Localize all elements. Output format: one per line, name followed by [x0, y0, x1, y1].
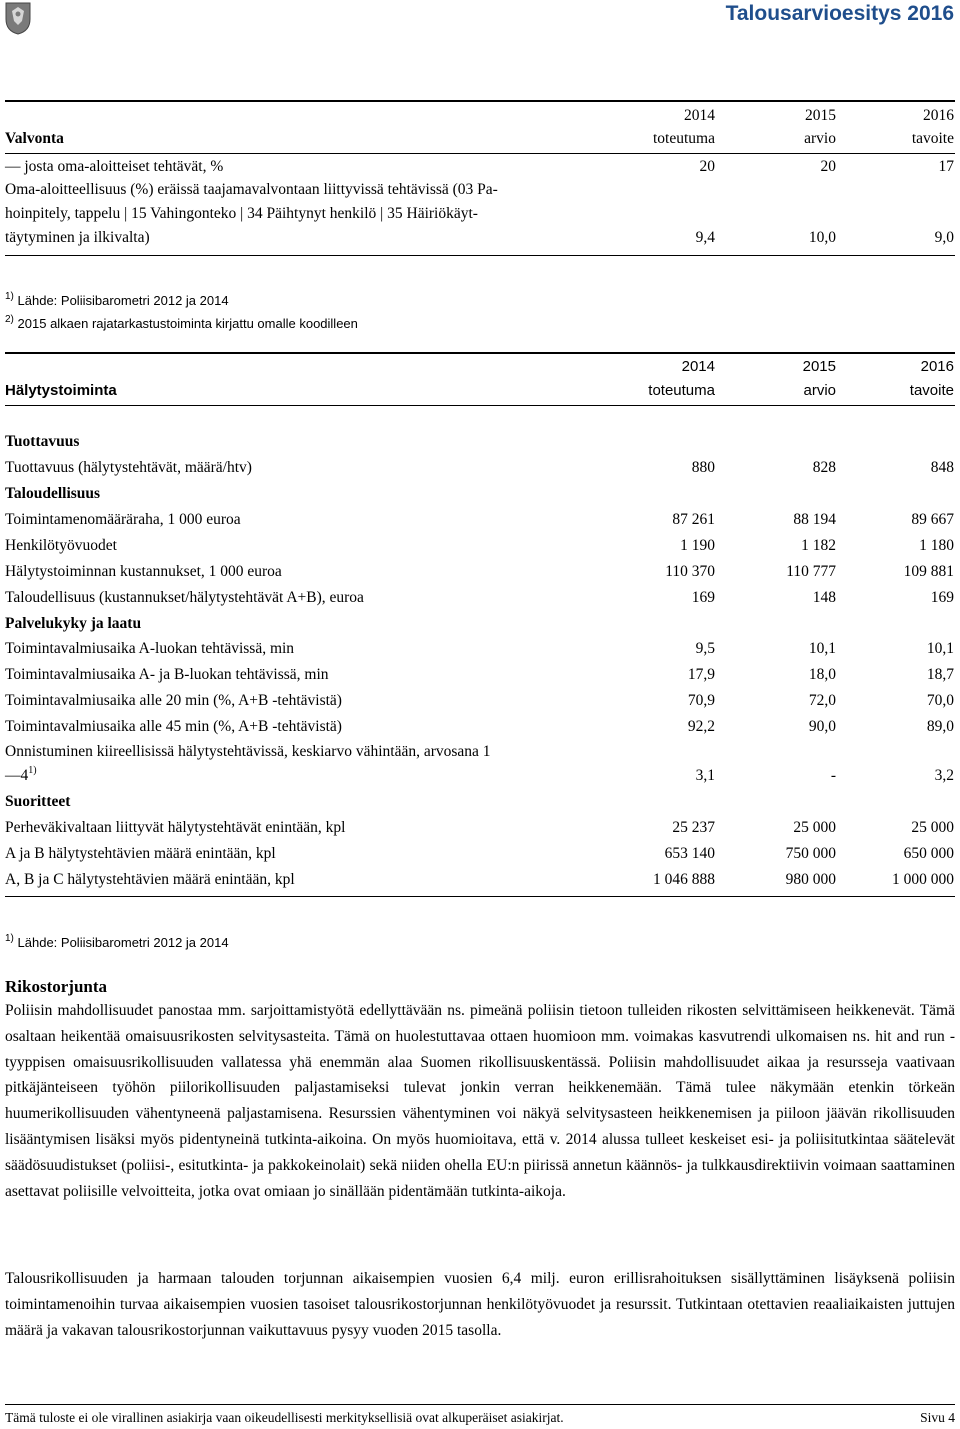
col-year-2016: 2016 — [920, 358, 954, 375]
table-cell: 148 — [812, 589, 836, 606]
table-header-rule — [5, 153, 955, 154]
table-header-rule — [5, 405, 955, 406]
table-cell: 87 261 — [672, 511, 715, 528]
table-cell: 880 — [691, 459, 715, 476]
table-cell: 750 000 — [785, 845, 836, 862]
table-cell: 848 — [930, 459, 954, 476]
table-cell: 1 000 000 — [892, 871, 954, 888]
table-cell: 18,0 — [808, 666, 836, 683]
section-heading: Suoritteet — [5, 793, 71, 810]
footnote-text: Lähde: Poliisibarometri 2012 ja 2014 — [17, 293, 229, 308]
table-cell: 10,1 — [808, 640, 836, 657]
table-cell: 650 000 — [903, 845, 954, 862]
col-year-2014: 2014 — [684, 107, 715, 124]
table-cell: 88 194 — [793, 511, 836, 528]
footnote-mark: 1) — [5, 291, 14, 302]
footnote-mark: 2) — [5, 314, 14, 325]
table-cell: 90,0 — [808, 718, 836, 735]
table-row-label: Toimintavalmiusaika alle 45 min (%, A+B -tehtävistä) — [5, 718, 342, 735]
valvonta-heading: Valvonta — [5, 130, 64, 147]
table-row-label: A, B ja C hälytystehtävien määrä enintään, kpl — [5, 871, 295, 888]
table-row-label: täytyminen ja ilkivalta) — [5, 229, 150, 246]
table-cell: 9,5 — [695, 640, 715, 657]
table-cell: - — [830, 767, 836, 784]
table-cell: 25 000 — [911, 819, 954, 836]
table-cell: 3,1 — [695, 767, 715, 784]
footnote-mark: 1) — [5, 933, 14, 944]
table-row-label: — josta oma-aloitteiset tehtävät, % — [5, 158, 224, 175]
table-cell: 25 000 — [793, 819, 836, 836]
footnote-text: 2015 alkaen rajatarkastustoiminta kirjattu omalle koodilleen — [17, 316, 358, 331]
table-cell: 1 180 — [919, 537, 954, 554]
document-title: Talousarvioesitys 2016 — [725, 2, 954, 25]
table-cell: 980 000 — [785, 871, 836, 888]
table-row-label: Perheväkivaltaan liittyvät hälytystehtävät enintään, kpl — [5, 819, 346, 836]
table-cell: 9,0 — [934, 229, 954, 246]
footnote — [5, 935, 229, 950]
table-top-rule — [5, 352, 955, 354]
table-cell: 18,7 — [926, 666, 954, 683]
table-cell: 110 370 — [665, 563, 715, 580]
section-heading: Tuottavuus — [5, 433, 80, 450]
col-label-toteutuma: toteutuma — [653, 130, 715, 147]
table-cell: 89,0 — [926, 718, 954, 735]
table-cell: 70,0 — [926, 692, 954, 709]
section-heading: Taloudellisuus — [5, 485, 101, 502]
col-label-toteutuma: toteutuma — [648, 382, 715, 399]
table-cell: 110 777 — [786, 563, 836, 580]
table-row-label: Toimintavalmiusaika alle 20 min (%, A+B -tehtävistä) — [5, 692, 342, 709]
table-cell: 109 881 — [903, 563, 954, 580]
table-cell: 17,9 — [687, 666, 715, 683]
table-cell: 1 046 888 — [653, 871, 715, 888]
col-label-tavoite: tavoite — [911, 130, 954, 147]
table-cell: 1 190 — [680, 537, 715, 554]
col-year-2016: 2016 — [923, 107, 954, 124]
table-cell: 1 182 — [801, 537, 836, 554]
table-row-label: hoinpitely, tappelu | 15 Vahingonteko | 34 Päihtynyt henkilö | 35 Häiriökäyt- — [5, 205, 478, 222]
table-row-label: Oma-aloitteellisuus (%) eräissä taajamavalvontaan liittyvissä tehtävissä (03 Pa- — [5, 181, 498, 198]
footer-rule — [5, 1404, 955, 1405]
table-row-label-cont: —4 — [5, 767, 29, 784]
table-row-label — [5, 767, 37, 785]
col-year-2015: 2015 — [802, 358, 836, 375]
section-title: Rikostorjunta — [5, 977, 108, 996]
section-heading: Palvelukyky ja laatu — [5, 615, 142, 632]
table-cell: 17 — [938, 158, 954, 175]
table-cell: 169 — [691, 589, 715, 606]
table-row-label: Onnistuminen kiireellisissä hälytystehtävissä, keskiarvo vähintään, arvosana 1 — [5, 743, 491, 760]
table-cell: 828 — [812, 459, 836, 476]
table-row-label: Hälytystoiminnan kustannukset, 1 000 euroa — [5, 563, 282, 580]
halytys-heading: Hälytystoiminta — [5, 382, 117, 399]
body-paragraph: Talousrikollisuuden ja harmaan talouden torjunnan aikaisempien vuosien 6,4 milj. euron erillisrahoituksen sisällyttäminen lisäyksenä poliisin toimintamenoihin turvaa aikaisempien vuosien tasoiset talousrikostorjunnan henkilötyövuodet ja resurssit. Tutkintaan otettavien reaaliaikaisten juttujen määrä ja vakavan talousrikostorjunnan vaikuttavuus pysyy vuoden 2015 tasolla. — [5, 1270, 955, 1339]
table-cell: 89 667 — [911, 511, 954, 528]
table-cell: 20 — [820, 158, 836, 175]
page-number: Sivu 4 — [920, 1410, 955, 1425]
table-row-label: Taloudellisuus (kustannukset/hälytystehtävät A+B), euroa — [5, 589, 364, 606]
table-cell: 10,0 — [808, 229, 836, 246]
table-cell: 25 237 — [672, 819, 715, 836]
footnote — [5, 316, 358, 331]
table-bottom-rule — [5, 896, 955, 897]
col-year-2015: 2015 — [805, 107, 836, 124]
footnote-text: Lähde: Poliisibarometri 2012 ja 2014 — [17, 935, 229, 950]
footnote-mark: 1) — [28, 765, 37, 776]
body-paragraph: Poliisin mahdollisuudet panostaa mm. sarjoittamistyötä edellyttävään ns. pimeänä poliisin tietoon tulleiden rikosten selvittämiseen heikkenevät. Tämä osaltaan heikentää omaisuusrikosten selvitysasteita. Tämä on huolestuttavaa ottaen huomioon mm. voimakas kasvutrendi ulkomaisen ns. hit and run -tyyppisen omaisuusrikollisuuden vallatessa yhä enemmän alaa Suomen rikollisuuskentässä. Poliisin mahdollisuudet aikaa ja resursseja vaativaan pitkäjänteiseen työhön piilorikollisuuden paljastamiseksi tulevat jonkin verran heikkenemään. Tämä tulee näkymään etenkin törkeän huumerikollisuuden vähentyneenä paljastamisena. Resurssien vähentyminen voi näkyä selvitysasteen heikkenemisen ja piiloon jäävän rikollisuuden lisääntymisen lisäksi myös pidentyneinä tutkinta-aikoina. On myös huomioitava, että v. 2014 alussa tulleet keskeiset esi- ja poliisitutkintaa säätelevät säädösuudistukset (poliisi-, esitutkinta- ja pakkokeinolait) sekä niiden ohella EU:n piirissä annetun käännös- ja tulkkausdirektiivin voimaan saattaminen asettavat poliisille velvoitteita, jotka ovat omiaan jo sinällään pidentämään tutkinta-aikoja. — [5, 1002, 955, 1200]
table-row-label: Toimintavalmiusaika A-luokan tehtävissä, min — [5, 640, 295, 657]
table-cell: 20 — [699, 158, 715, 175]
col-label-arvio: arvio — [804, 130, 836, 147]
table-row-label: A ja B hälytystehtävien määrä enintään, kpl — [5, 845, 276, 862]
footnote — [5, 293, 229, 308]
table-cell: 169 — [930, 589, 954, 606]
table-row-label: Toimintamenomääräraha, 1 000 euroa — [5, 511, 241, 528]
table-cell: 70,9 — [687, 692, 715, 709]
table-cell: 10,1 — [926, 640, 954, 657]
table-bottom-rule — [5, 255, 955, 256]
footer-disclaimer: Tämä tuloste ei ole virallinen asiakirja vaan oikeudellisesti merkityksellisiä ovat alkuperäiset asiakirjat. — [5, 1410, 564, 1425]
col-label-tavoite: tavoite — [909, 382, 954, 399]
table-top-rule — [5, 100, 955, 102]
table-cell: 92,2 — [687, 718, 715, 735]
page-header — [0, 0, 960, 40]
col-year-2014: 2014 — [681, 358, 715, 375]
table-cell: 653 140 — [664, 845, 715, 862]
table-cell: 3,2 — [934, 767, 954, 784]
coat-of-arms-icon — [4, 1, 32, 35]
table-row-label: Henkilötyövuodet — [5, 537, 117, 554]
table-row-label: Toimintavalmiusaika A- ja B-luokan tehtävissä, min — [5, 666, 329, 683]
table-row-label: Tuottavuus (hälytystehtävät, määrä/htv) — [5, 459, 252, 476]
col-label-arvio: arvio — [803, 382, 836, 399]
table-cell: 9,4 — [695, 229, 715, 246]
table-cell: 72,0 — [808, 692, 836, 709]
